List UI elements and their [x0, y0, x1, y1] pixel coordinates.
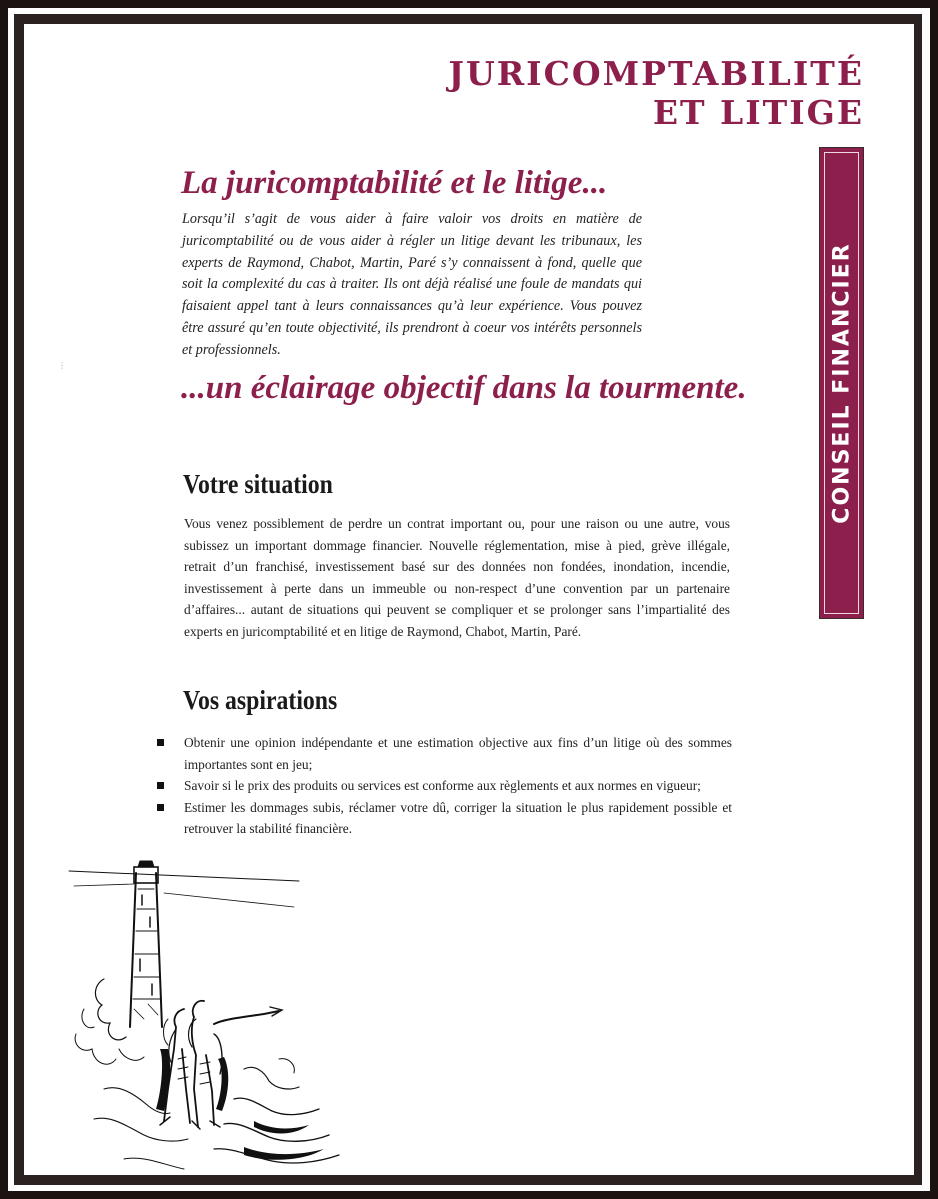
list-item: Obtenir une opinion indépendante et une estimation objective aux fins d’un litige où des sommes importantes sont en jeu;: [156, 732, 732, 775]
bullet-square-icon: [157, 739, 164, 746]
list-item: Estimer les dommages subis, réclamer votre dû, corriger la situation le plus rapidement possible et retrouver la stabilité financière.: [156, 797, 732, 840]
intro-paragraph: Lorsqu’il s’agit de vous aider à faire valoir vos droits en matière de juricomptabilité ou de vous aider à régler un litige devant les tribunaux, les experts de Raymond, Chabot, Martin, Paré s’y connaissent à fond, quelle que soit la complexité du cas à traiter. Ils ont déjà réalisé une foule de mandats qui faisaient appel tant à leurs connaissances qu’à leur expérience. Vous pouvez être assuré qu’en toute objectivité, ils prendront à coeur vos intérêts personnels et professionnels.: [182, 211, 642, 358]
title-line-1: JURICOMPTABILITÉ: [448, 54, 864, 93]
lighthouse-illustration: [64, 859, 364, 1179]
title-line-2: ET LITIGE: [652, 93, 864, 132]
stray-mark: ⋮: [58, 361, 66, 370]
aspirations-list: [156, 732, 732, 840]
page-title: [448, 54, 864, 132]
aspirations-heading: Vos aspirations: [183, 685, 338, 715]
situation-heading: Votre situation: [183, 469, 333, 499]
side-band: [819, 147, 864, 619]
bullet-square-icon: [157, 782, 164, 789]
situation-paragraph: Vous venez possiblement de perdre un contrat important ou, pour une raison ou une autre, vous subissez un important dommage financier. Nouvelle réglementation, mise à pied, grève illégale, retrait d’un franchisé, investissement basé sur des données non fondées, inondation, incendie, investissement à perte dans un immeuble ou non-respect d’une convention par un partenaire d’affaires... autant de situations qui peuvent se compliquer et se prolonger sans l’impartialité des experts en juricomptabilité et en litige de Raymond, Chabot, Martin, Paré.: [184, 516, 730, 639]
headline-bottom: ...un éclairage objectif dans la tourmente.: [181, 370, 747, 406]
side-label: CONSEIL FINANCIER: [829, 242, 854, 524]
document-page: [24, 24, 914, 1175]
list-item: Savoir si le prix des produits ou services est conforme aux règlements et aux normes en vigueur;: [156, 775, 732, 797]
headline-top: La juricomptabilité et le litige...: [181, 165, 608, 201]
bullet-square-icon: [157, 804, 164, 811]
